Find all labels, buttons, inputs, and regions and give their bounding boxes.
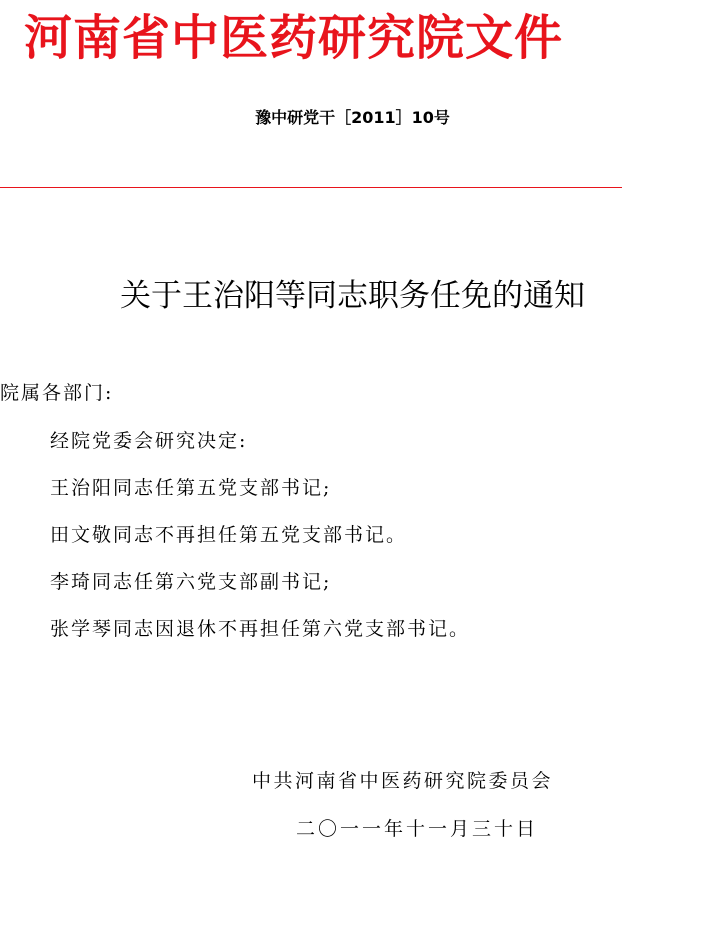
document-number: 豫中研党干［2011］10号 (255, 108, 450, 127)
issue-date: 二〇一一年十一月三十日 (296, 818, 539, 840)
signatory: 中共河南省中医药研究院委员会 (252, 770, 554, 792)
notice-body (50, 426, 470, 661)
document-issuer-title: 河南省中医药研究院文件 (24, 10, 564, 66)
notice-paragraph: 田文敬同志不再担任第五党支部书记。 (50, 524, 408, 546)
notice-paragraph: 张学琴同志因退休不再担任第六党支部书记。 (50, 618, 471, 640)
notice-paragraph: 李琦同志任第六党支部副书记; (50, 571, 332, 593)
notice-paragraph: 经院党委会研究决定: (50, 430, 248, 452)
notice-paragraph: 王治阳同志任第五党支部书记; (50, 477, 332, 499)
notice-title: 关于王治阳等同志职务任免的通知 (120, 278, 585, 314)
salutation: 院属各部门: (0, 382, 114, 404)
header-divider (0, 187, 622, 188)
